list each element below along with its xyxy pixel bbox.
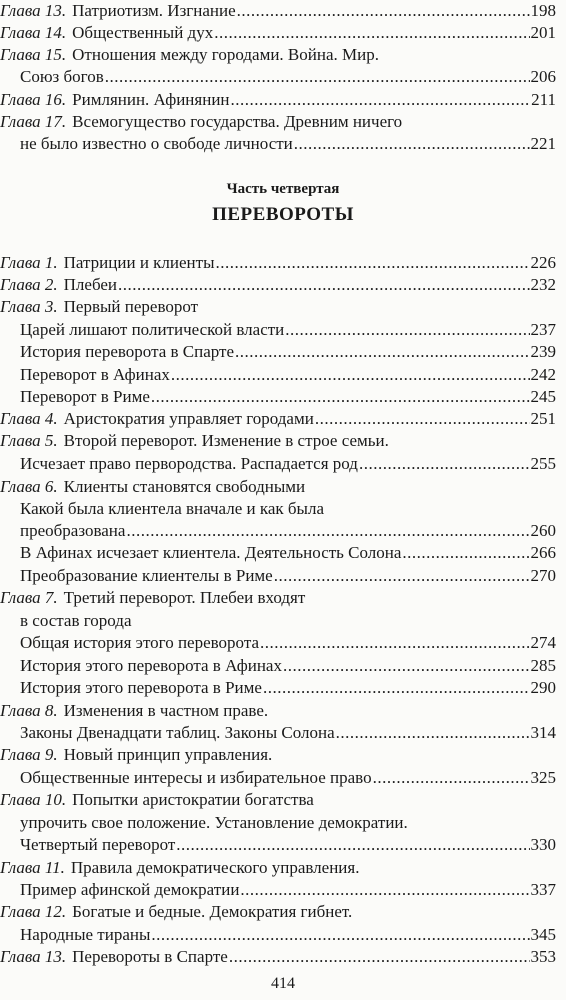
toc-entry [0, 946, 556, 968]
chapter-label [0, 588, 58, 607]
toc-entry [20, 632, 556, 654]
entry-title: Всемогущество государства. Древним ничего [72, 112, 403, 131]
entry-page-number: 201 [530, 23, 556, 42]
toc-entry [20, 319, 556, 341]
toc-entry [0, 111, 402, 133]
entry-page-number: 245 [530, 387, 556, 406]
toc-entry [20, 767, 556, 789]
chapter-label [0, 902, 66, 921]
entry-page-number: 251 [530, 409, 556, 428]
chapter-word: Глава [0, 701, 41, 720]
dot-leader [118, 274, 529, 296]
entry-page-number: 211 [531, 90, 556, 109]
chapter-label [0, 745, 58, 764]
toc-entry [20, 610, 132, 632]
entry-page-number: 330 [530, 835, 556, 854]
toc-entry [0, 789, 314, 811]
entry-title: Царей лишают политической власти [20, 320, 285, 339]
toc-entry [20, 655, 556, 677]
chapter-word: Глава [0, 745, 41, 764]
toc-entry [0, 252, 556, 274]
entry-title: Четвертый переворот [20, 835, 176, 854]
chapter-word: Глава [0, 112, 41, 131]
chapter-word: Глава [0, 253, 41, 272]
chapter-word: Глава [0, 431, 41, 450]
chapter-label [0, 701, 58, 720]
entry-page-number: 266 [530, 543, 556, 562]
entry-title: Римлянин. Афинянин [72, 90, 230, 109]
dot-leader [359, 453, 530, 475]
chapter-number: 13. [44, 1, 67, 20]
dot-leader [274, 565, 530, 587]
entry-title: История переворота в Спарте [20, 342, 235, 361]
chapter-word: Глава [0, 409, 41, 428]
chapter-label [0, 252, 58, 274]
dot-leader [171, 364, 530, 386]
chapter-number: 2. [44, 275, 58, 294]
entry-title: Патриции и клиенты [63, 253, 215, 272]
dot-leader [231, 89, 531, 111]
entry-title: Патриотизм. Изгнание [72, 1, 236, 20]
chapter-label [0, 89, 66, 111]
chapter-word: Глава [0, 858, 41, 877]
entry-page-number: 237 [530, 320, 556, 339]
chapter-number: 9. [44, 745, 58, 764]
dot-leader [229, 946, 530, 968]
chapter-label [0, 112, 66, 131]
entry-page-number: 345 [530, 925, 556, 944]
chapter-number: 10. [44, 790, 67, 809]
toc-entry [0, 89, 556, 111]
entry-title: Какой была клиентела вначале и как была [20, 499, 325, 518]
entry-title: История этого переворота в Риме [20, 678, 262, 697]
entry-page-number: 242 [530, 365, 556, 384]
entry-title: упрочить свое положение. Установление демократии. [20, 813, 408, 832]
entry-page-number: 206 [530, 67, 556, 86]
dot-leader [336, 722, 530, 744]
entry-title: Богатые и бедные. Демократия гибнет. [72, 902, 353, 921]
dot-leader [216, 252, 530, 274]
toc-entry [20, 66, 556, 88]
entry-title: Плебеи [63, 275, 118, 294]
dot-leader [283, 655, 530, 677]
chapter-number: 15. [44, 45, 67, 64]
chapter-word: Глава [0, 90, 41, 109]
toc-entry [20, 677, 556, 699]
entry-title: Правила демократического управления. [70, 858, 360, 877]
dot-leader [402, 542, 529, 564]
chapter-label [0, 297, 58, 316]
dot-leader [235, 341, 529, 363]
dot-leader [237, 0, 530, 22]
page-number: 414 [271, 975, 295, 992]
entry-title: Пример афинской демократии [20, 880, 240, 899]
chapter-number: 17. [44, 112, 67, 131]
chapter-word: Глава [0, 790, 41, 809]
entry-title: преобразована [20, 521, 126, 540]
toc-entry [20, 364, 556, 386]
chapter-label [0, 45, 66, 64]
chapter-label [0, 431, 58, 450]
entry-title: Преобразование клиентелы в Риме [20, 566, 273, 585]
dot-leader [315, 408, 530, 430]
entry-title: Клиенты становятся свободными [63, 477, 306, 496]
toc-entry [0, 857, 359, 879]
chapter-number: 16. [44, 90, 67, 109]
entry-title: Перевороты в Спарте [72, 947, 228, 966]
entry-title: Попытки аристократии богатства [72, 790, 314, 809]
chapter-number: 12. [44, 902, 67, 921]
entry-title: Третий переворот. Плебеи входят [63, 588, 306, 607]
entry-page-number: 221 [530, 134, 556, 153]
entry-title: не было известно о свободе личности [20, 134, 293, 153]
entry-title: Аристократия управляет городами [63, 409, 314, 428]
chapter-label [0, 858, 65, 877]
chapter-word: Глава [0, 23, 41, 42]
entry-title: Общественный дух [72, 23, 214, 42]
toc-entry [0, 430, 389, 452]
entry-title: Первый переворот [63, 297, 199, 316]
dot-leader [373, 767, 530, 789]
chapter-label [0, 477, 58, 496]
chapter-label [0, 0, 66, 22]
chapter-label [0, 274, 58, 296]
entry-title: Союз богов [20, 67, 104, 86]
entry-title: Народные тираны [20, 925, 151, 944]
entry-title: В Афинах исчезает клиентела. Деятельность Солона [20, 543, 402, 562]
entry-title: Общественные интересы и избирательное право [20, 768, 372, 787]
toc-entry [0, 476, 305, 498]
toc-entry [20, 133, 556, 155]
entry-page-number: 314 [530, 723, 556, 742]
entry-title: Переворот в Риме [20, 387, 150, 406]
toc-entry [20, 453, 556, 475]
chapter-word: Глава [0, 477, 41, 496]
chapter-label [0, 946, 66, 968]
toc-entry [20, 386, 556, 408]
entry-page-number: 285 [530, 656, 556, 675]
chapter-number: 3. [44, 297, 58, 316]
entry-title: Отношения между городами. Война. Мир. [72, 45, 379, 64]
entry-title: Законы Двенадцати таблиц. Законы Солона [20, 723, 335, 742]
entry-page-number: 255 [530, 454, 556, 473]
dot-leader [151, 924, 529, 946]
chapter-number: 6. [44, 477, 58, 496]
toc-entry [0, 901, 352, 923]
entry-title: Переворот в Афинах [20, 365, 170, 384]
dot-leader [176, 834, 529, 856]
entry-page-number: 353 [530, 947, 556, 966]
chapter-word: Глава [0, 45, 41, 64]
toc-entry [20, 341, 556, 363]
toc-entry [20, 834, 556, 856]
dot-leader [263, 677, 530, 699]
chapter-number: 8. [44, 701, 58, 720]
toc-entry [0, 274, 556, 296]
chapter-word: Глава [0, 1, 41, 20]
dot-leader [285, 319, 529, 341]
toc-entry [20, 498, 324, 520]
dot-leader [151, 386, 530, 408]
chapter-word: Глава [0, 947, 41, 966]
entry-title: в состав города [20, 611, 132, 630]
toc-entry [20, 924, 556, 946]
toc-entry [20, 879, 556, 901]
entry-title: Общая история этого переворота [20, 633, 260, 652]
toc-entry [0, 700, 268, 722]
chapter-word: Глава [0, 588, 41, 607]
dot-leader [214, 22, 529, 44]
chapter-number: 5. [44, 431, 58, 450]
part-subtitle: Часть четвертая [226, 181, 340, 197]
chapter-label [0, 790, 66, 809]
dot-leader [240, 879, 529, 901]
entry-title: Новый принцип управления. [63, 745, 273, 764]
toc-entry [0, 0, 556, 22]
toc-entry [0, 408, 556, 430]
entry-page-number: 325 [530, 768, 556, 787]
entry-page-number: 232 [530, 275, 556, 294]
chapter-label [0, 22, 66, 44]
entry-page-number: 260 [530, 521, 556, 540]
entry-title: Исчезает право первородства. Распадается род [20, 454, 358, 473]
chapter-number: 14. [44, 23, 67, 42]
chapter-word: Глава [0, 297, 41, 316]
chapter-number: 1. [44, 253, 58, 272]
dot-leader [260, 632, 529, 654]
toc-entry [20, 542, 556, 564]
toc-entry [20, 722, 556, 744]
entry-page-number: 274 [530, 633, 556, 652]
entry-page-number: 337 [530, 880, 556, 899]
toc-entry [20, 812, 408, 834]
chapter-number: 13. [44, 947, 67, 966]
chapter-word: Глава [0, 275, 41, 294]
toc-entry [0, 296, 198, 318]
dot-leader [126, 520, 529, 542]
toc-entry [20, 565, 556, 587]
entry-page-number: 226 [530, 253, 556, 272]
dot-leader [105, 66, 530, 88]
entry-page-number: 198 [530, 1, 556, 20]
chapter-label [0, 408, 58, 430]
entry-title: Изменения в частном праве. [63, 701, 269, 720]
entry-page-number: 270 [530, 566, 556, 585]
chapter-number: 11. [44, 858, 65, 877]
entry-title: Второй переворот. Изменение в строе семьи. [63, 431, 389, 450]
toc-entry [0, 44, 379, 66]
toc-entry [0, 587, 305, 609]
chapter-word: Глава [0, 902, 41, 921]
part-title: ПЕРЕВОРОТЫ [212, 204, 354, 225]
entry-page-number: 290 [530, 678, 556, 697]
dot-leader [294, 133, 530, 155]
toc-entry [0, 744, 272, 766]
chapter-number: 7. [44, 588, 58, 607]
chapter-number: 4. [44, 409, 58, 428]
toc-entry [0, 22, 556, 44]
entry-title: История этого переворота в Афинах [20, 656, 282, 675]
entry-page-number: 239 [530, 342, 556, 361]
toc-entry [20, 520, 556, 542]
